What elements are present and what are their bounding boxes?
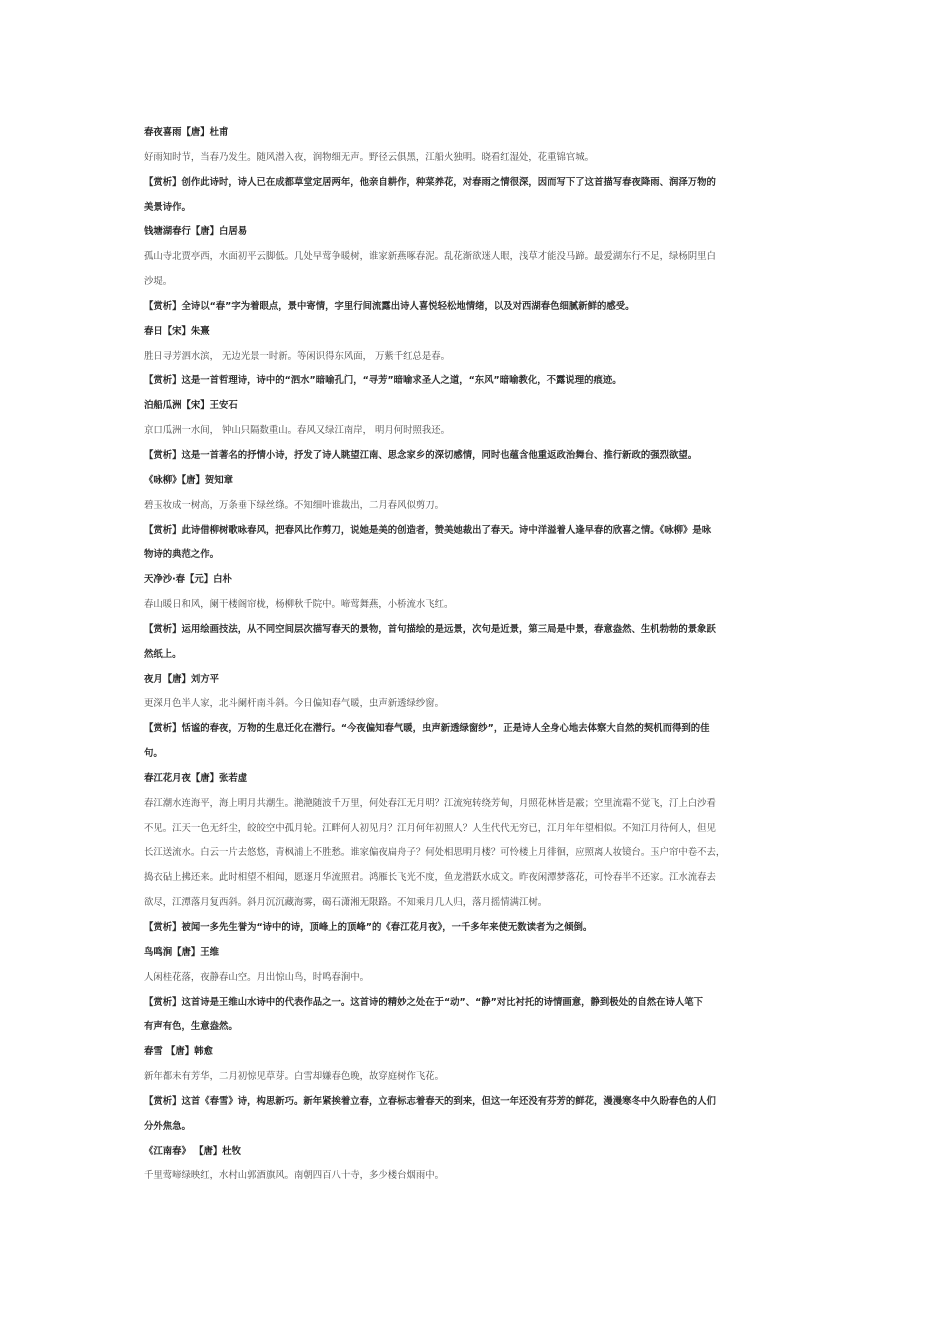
poem-appreciation: 【赏析】创作此诗时，诗人已在成都草堂定居两年，他亲自耕作，种菜养花，对春雨之情很深，因而写下了这首描写春夜降雨、润泽万物的 bbox=[144, 176, 716, 188]
poem-appreciation: 【赏析】这首诗是王维山水诗中的代表作品之一。这首诗的精妙之处在于“动”、“静”对比衬托的诗情画意，静到极处的自然在诗人笔下 bbox=[144, 996, 704, 1008]
poem-appreciation: 【赏析】这是一首著名的抒情小诗，抒发了诗人眺望江南、思念家乡的深切感情，同时也蕴含他重返政治舞台、推行新政的强烈欲望。 bbox=[144, 449, 698, 461]
poem-text: 沙堤。 bbox=[144, 276, 173, 288]
poem-text: 不见。江天一色无纤尘，皎皎空中孤月轮。江畔何人初见月？江月何年初照人？人生代代无穷已，江月年年望相似。不知江月待何人，但见 bbox=[144, 822, 716, 834]
poem-text: 长江送流水。白云一片去悠悠，青枫浦上不胜愁。谁家偏夜扁舟子？何处相思明月楼？可怜楼上月徘徊，应照离人妆镜台。玉户帘中卷不去， bbox=[144, 847, 726, 859]
poem-title: 《咏柳》【唐】贺知章 bbox=[144, 474, 234, 486]
poem-text: 捣衣砧上拂还来。此时相望不相闻，愿逐月华流照君。鸿雁长飞光不度，鱼龙潜跃水成文。昨夜闲潭梦落花，可怜春半不还家。江水流春去 bbox=[144, 872, 716, 884]
poem-appreciation: 【赏析】这是一首哲理诗，诗中的“泗水”暗喻孔门，“寻芳”暗喻求圣人之道，“东风”暗喻教化，不露说理的痕迹。 bbox=[144, 375, 622, 387]
poem-title: 春江花月夜【唐】张若虚 bbox=[144, 772, 248, 784]
poem-text: 好雨知时节，当春乃发生。随风潜入夜，润物细无声。野径云俱黑，江船火独明。晓看红湿处，花重锦官城。 bbox=[144, 151, 595, 163]
poem-text: 欲尽，江潭落月复西斜。斜月沉沉藏海雾，碣石潇湘无限路。不知乘月几人归，落月摇情满江树。 bbox=[144, 897, 548, 909]
poem-appreciation: 【赏析】运用绘画技法，从不同空间层次描写春天的景物，首句描绘的是远景，次句是近景，第三局是中景，春意盎然、生机勃勃的景象跃 bbox=[144, 623, 716, 635]
poem-appreciation: 物诗的典范之作。 bbox=[144, 549, 220, 561]
poem-appreciation: 分外焦急。 bbox=[144, 1120, 191, 1132]
poem-title: 春雪 【唐】韩愈 bbox=[144, 1046, 213, 1058]
poem-text: 更深月色半人家，北斗阑杆南斗斜。今日偏知春气暖，虫声新透绿纱窗。 bbox=[144, 698, 445, 710]
poem-appreciation: 【赏析】全诗以“春”字为着眼点，景中寄情，字里行间流露出诗人喜悦轻松地情绪，以及对西湖春色细腻新鲜的感受。 bbox=[144, 300, 635, 312]
poem-title: 春夜喜雨【唐】杜甫 bbox=[144, 127, 229, 138]
poem-list bbox=[144, 121, 816, 1189]
poem-text: 春山暖日和风，阑干楼阁帘栊，杨柳秋千院中。啼莺舞燕，小桥流水飞红。 bbox=[144, 599, 454, 611]
poem-title: 春日【宋】朱熹 bbox=[144, 325, 210, 337]
poem-title: 夜月【唐】刘方平 bbox=[144, 673, 220, 685]
poem-appreciation: 然纸上。 bbox=[144, 648, 182, 660]
poem-text: 胜日寻芳泗水滨， 无边光景一时新。等闲识得东风面， 万紫千红总是春。 bbox=[144, 350, 450, 362]
poem-text: 碧玉妆成一树高，万条垂下绿丝绦。不知细叶谁裁出，二月春风似剪刀。 bbox=[144, 499, 445, 511]
poem-appreciation: 【赏析】此诗借柳树歌咏春风，把春风比作剪刀，说她是美的创造者，赞美她裁出了春天。诗中洋溢着人逢早春的欣喜之情。《咏柳》是咏 bbox=[144, 524, 712, 536]
poem-text: 京口瓜洲一水间， 钟山只隔数重山。春风又绿江南岸， 明月何时照我还。 bbox=[144, 425, 450, 437]
poem-appreciation: 【赏析】这首《春雪》诗，构思新巧。新年紧挨着立春，立春标志着春天的到来，但这一年还没有芬芳的鲜花，漫漫寒冬中久盼春色的人们 bbox=[144, 1095, 716, 1107]
poem-text: 人闲桂花落，夜静春山空。月出惊山鸟，时鸣春涧中。 bbox=[144, 971, 370, 983]
poem-title: 钱塘湖春行【唐】白居易 bbox=[144, 226, 248, 238]
poem-title: 天净沙·春【元】白朴 bbox=[144, 574, 232, 586]
poem-appreciation: 有声有色，生意盎然。 bbox=[144, 1021, 238, 1033]
poem-text: 春江潮水连海平，海上明月共潮生。滟滟随波千万里，何处春江无月明？江流宛转绕芳甸，月照花林皆是霰；空里流霜不觉飞，汀上白沙看 bbox=[144, 797, 716, 809]
poem-title: 鸟鸣涧【唐】王维 bbox=[144, 946, 220, 958]
poem-title: 泊船瓜洲【宋】王安石 bbox=[144, 400, 238, 412]
poem-appreciation: 【赏析】被闻一多先生誉为“诗中的诗，顶峰上的顶峰”的《春江花月夜》，一千多年来使无数读者为之倾倒。 bbox=[144, 922, 593, 933]
poem-text: 孤山寺北贾亭西，水面初平云脚低。几处早莺争暖树，谁家新燕啄春泥。乱花渐欲迷人眼，浅草才能没马蹄。最爱湖东行不足，绿杨阴里白 bbox=[144, 251, 716, 263]
poem-appreciation: 美景诗作。 bbox=[144, 201, 191, 213]
poem-text: 新年都未有芳华，二月初惊见草芽。白雪却嫌春色晚，故穿庭树作飞花。 bbox=[144, 1071, 445, 1083]
poem-appreciation: 句。 bbox=[144, 748, 163, 760]
poem-text: 千里莺啼绿映红，水村山郭酒旗风。南朝四百八十寺，多少楼台烟雨中。 bbox=[144, 1170, 445, 1182]
poem-appreciation: 【赏析】恬谧的春夜，万物的生息迁化在潜行。“今夜偏知春气暖，虫声新透绿窗纱”，正是诗人全身心地去体察大自然的契机而得到的佳 bbox=[144, 723, 710, 735]
poem-title: 《江南春》 【唐】杜牧 bbox=[144, 1145, 242, 1157]
